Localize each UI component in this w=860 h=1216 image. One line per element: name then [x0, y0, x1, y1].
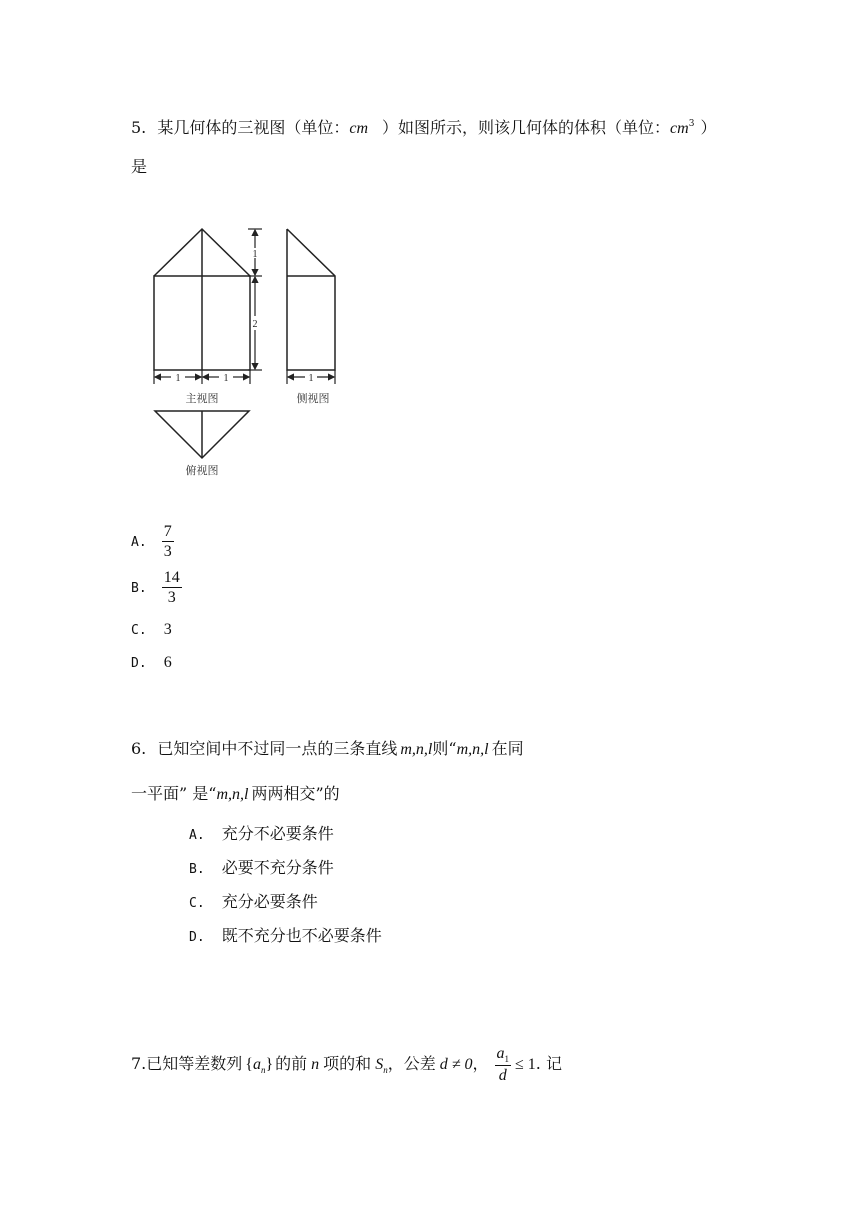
q5-stem-line1	[131, 118, 716, 141]
q7-frac-num-var: a	[496, 1045, 505, 1062]
option-letter: C.	[189, 896, 205, 911]
top-view-label: 俯视图	[185, 465, 219, 477]
fraction-numerator: 14	[163, 569, 180, 586]
q7-frac-den: d	[498, 1067, 507, 1084]
q6-option-c[interactable]	[189, 892, 318, 914]
q7-seq-open: {	[245, 1056, 253, 1073]
option-letter: C.	[131, 623, 147, 638]
fraction-denominator: 3	[167, 589, 176, 606]
q6-stem-c: 在同	[491, 739, 524, 758]
q5-stem-c: ）	[700, 118, 717, 137]
q7-frac-num-sub: 1	[504, 1054, 509, 1064]
q7-seq-close: }	[265, 1056, 274, 1073]
q5-stem-line2: 是	[131, 157, 148, 176]
option-text: 充分必要条件	[221, 892, 318, 911]
q5-unit2-exp: 3	[688, 119, 695, 129]
option-letter: D.	[189, 930, 205, 945]
option-letter: B.	[131, 581, 147, 596]
option-letter: A.	[189, 828, 205, 843]
q6-option-a[interactable]	[189, 824, 334, 846]
q7-stem-line1	[131, 1042, 562, 1092]
dim-width-right: 1	[223, 373, 229, 384]
option-letter: A.	[131, 535, 147, 550]
q6-option-b[interactable]	[189, 858, 334, 880]
q7-number: 7.	[131, 1054, 147, 1073]
q6-line2-b: 两两相交”的	[251, 784, 340, 803]
front-view-label: 主视图	[185, 393, 219, 405]
q7-fraction	[495, 1044, 512, 1085]
q5-option-d[interactable]	[131, 652, 172, 672]
q7-seq-sub: n	[260, 1065, 266, 1075]
q6-vars2: m,n,l	[456, 741, 489, 758]
option-text: 必要不充分条件	[221, 858, 334, 877]
fraction-denominator: 3	[163, 543, 172, 560]
q5-option-c[interactable]	[131, 619, 172, 639]
q7-stem-e: ，	[472, 1054, 489, 1073]
q6-vars3: m,n,l	[216, 786, 249, 803]
q7-s-sub: n	[383, 1065, 388, 1075]
option-letter: D.	[131, 656, 147, 671]
front-view	[154, 229, 250, 370]
dim-body-height: 2	[252, 319, 258, 330]
q7-seq-var: a	[252, 1056, 261, 1073]
option-text: 既不充分也不必要条件	[221, 926, 382, 945]
q6-stem-line1	[131, 739, 524, 760]
q7-stem-b: 的前	[275, 1054, 308, 1073]
q7-stem-a: 已知等差数列	[146, 1054, 243, 1073]
q5-stem-b: ）如图所示，则该几何体的体积（单位：	[382, 118, 671, 137]
q5-option-b[interactable]	[131, 568, 182, 607]
q7-cond2: ≤ 1	[515, 1056, 536, 1073]
side-view-label: 侧视图	[296, 393, 330, 405]
q6-option-d[interactable]	[189, 926, 382, 948]
q7-stem-d: ，公差	[387, 1054, 436, 1073]
q7-s-var: S	[375, 1056, 384, 1073]
front-dim-horizontal	[154, 370, 250, 384]
option-value: 3	[163, 621, 172, 638]
q7-stem-f: . 记	[535, 1054, 562, 1073]
fraction-numerator: 7	[163, 523, 172, 540]
q6-stem-b: 则“	[432, 739, 457, 758]
q6-stem-a: 已知空间中不过同一点的三条直线	[157, 739, 398, 758]
q7-stem-c: 项的和	[323, 1054, 372, 1073]
option-text: 充分不必要条件	[221, 824, 334, 843]
three-view-figure	[145, 222, 345, 484]
q7-cond1: d ≠ 0	[439, 1056, 473, 1073]
option-value: 6	[163, 654, 172, 671]
q6-line2-a: 一平面” 是“	[131, 784, 217, 803]
dim-side-width: 1	[308, 373, 314, 384]
side-view	[287, 229, 335, 370]
dim-top-height: 1	[252, 249, 258, 260]
fraction	[162, 522, 174, 561]
dim-width-left: 1	[175, 373, 181, 384]
q5-stem-a: 某几何体的三视图（单位：	[157, 118, 350, 137]
q6-vars1: m,n,l	[400, 741, 433, 758]
q5-unit1: cm	[349, 120, 369, 137]
q5-number: 5.	[131, 118, 147, 137]
q7-n-var: n	[311, 1056, 320, 1073]
option-letter: B.	[189, 862, 205, 877]
fraction	[162, 568, 182, 607]
q6-stem-line2	[131, 784, 340, 805]
q6-number: 6.	[131, 739, 147, 758]
top-view	[155, 411, 249, 458]
q5-option-a[interactable]	[131, 522, 174, 561]
q5-unit2: cm	[670, 120, 689, 137]
